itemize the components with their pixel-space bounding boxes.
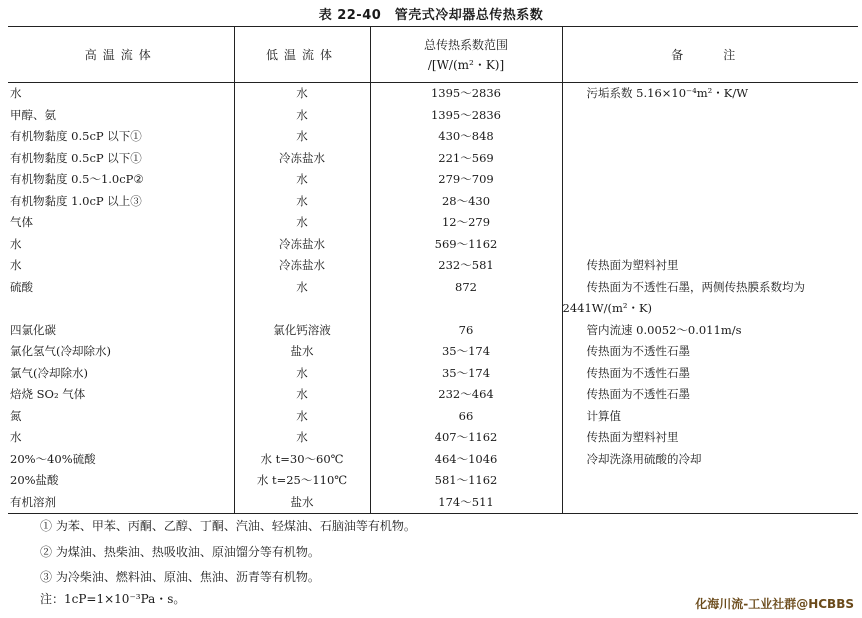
cell-hot-fluid: 有机物黏度 0.5cP 以下①	[10, 129, 142, 143]
cell-range: 279～709	[370, 169, 562, 191]
cell-cold-fluid: 水	[234, 277, 370, 320]
table-row	[8, 320, 858, 342]
cell-hot-fluid: 四氯化碳	[10, 322, 56, 337]
table-row	[8, 255, 858, 277]
cell-hot-fluid: 氮	[10, 408, 22, 423]
cell-hot-fluid: 20%～40%硫酸	[10, 451, 96, 466]
heat-transfer-table	[8, 26, 858, 514]
cell-range: 464～1046	[370, 449, 562, 471]
watermark: 化海川流-工业社群@HCBBS	[695, 597, 854, 611]
cell-range: 76	[370, 320, 562, 342]
cell-range: 174～511	[370, 492, 562, 514]
table-row	[8, 492, 858, 514]
cell-cold-fluid: 冷冻盐水	[234, 255, 370, 277]
cell-range: 581～1162	[370, 470, 562, 492]
header-hot-fluid: 高温流体	[8, 27, 234, 83]
cell-cold-fluid: 水	[234, 83, 370, 105]
table-row	[8, 341, 858, 363]
footnote-2: ② 为煤油、热柴油、热吸收油、原油馏分等有机物。	[40, 544, 320, 559]
cell-remark: 传热面为不透性石墨	[562, 363, 858, 385]
cell-remark: 冷却洗涤用硫酸的冷却	[562, 449, 858, 471]
cell-remark: 传热面为不透性石墨	[562, 384, 858, 406]
cell-cold-fluid: 氯化钙溶液	[234, 320, 370, 342]
cell-cold-fluid: 水	[234, 105, 370, 127]
cell-remark	[562, 212, 858, 234]
cell-hot-fluid: 水	[10, 236, 22, 251]
cell-hot-fluid: 有机物黏度 1.0cP 以上③	[10, 193, 142, 208]
cell-hot-fluid: 硫酸	[10, 279, 33, 294]
cell-cold-fluid: 冷冻盐水	[234, 148, 370, 170]
table-header-row	[8, 27, 858, 83]
header-range-line1: 总传热系数范围	[423, 37, 508, 52]
header-range-line2: /[W/(m²・K)]	[427, 57, 505, 72]
table-row	[8, 384, 858, 406]
cell-remark	[562, 470, 858, 492]
cell-remark: 计算值	[562, 406, 858, 428]
cell-hot-fluid: 有机溶剂	[8, 492, 234, 514]
cell-cold-fluid: 水	[234, 384, 370, 406]
table-row	[8, 148, 858, 170]
cell-cold-fluid: 水 t=30～60℃	[234, 449, 370, 471]
cell-range: 221～569	[370, 148, 562, 170]
cell-hot-fluid: 水	[10, 258, 22, 272]
cell-cold-fluid: 水	[234, 363, 370, 385]
header-remark: 备 注	[562, 27, 858, 83]
cell-range: 35～174	[370, 341, 562, 363]
cell-remark	[562, 191, 858, 213]
header-range	[370, 27, 562, 83]
table-row	[8, 83, 858, 105]
table-row	[8, 212, 858, 234]
cell-remark	[562, 234, 858, 256]
cell-cold-fluid: 冷冻盐水	[234, 234, 370, 256]
cell-hot-fluid: 氯气(冷却除水)	[10, 365, 88, 380]
cell-cold-fluid: 水 t=25～110℃	[234, 470, 370, 492]
table-row	[8, 234, 858, 256]
footnote-1: ① 为苯、甲苯、丙酮、乙醇、丁酮、汽油、轻煤油、石脑油等有机物。	[40, 519, 416, 533]
cell-range: 569～1162	[370, 234, 562, 256]
table-row	[8, 191, 858, 213]
table-row	[8, 105, 858, 127]
cell-remark	[562, 105, 858, 127]
cell-hot-fluid: 甲醇、氨	[10, 107, 56, 122]
cell-hot-fluid: 水	[10, 430, 22, 444]
table-row	[8, 126, 858, 148]
cell-hot-fluid: 20%盐酸	[10, 473, 59, 487]
header-cold-fluid: 低温流体	[234, 27, 370, 83]
cell-remark: 污垢系数 5.16×10⁻⁴m²・K/W	[562, 83, 858, 105]
footnote-3: ③ 为冷柴油、燃料油、原油、焦油、沥青等有机物。	[40, 570, 320, 584]
cell-hot-fluid: 氯化氢气(冷却除水)	[10, 344, 111, 358]
cell-hot-fluid: 有机物黏度 0.5～1.0cP②	[10, 172, 144, 186]
cell-cold-fluid: 水	[234, 212, 370, 234]
table-row	[8, 169, 858, 191]
cell-range: 66	[370, 406, 562, 428]
cell-cold-fluid: 水	[234, 406, 370, 428]
cell-cold-fluid: 盐水	[234, 341, 370, 363]
table-row	[8, 406, 858, 428]
table-title: 表 22-40 管壳式冷却器总传热系数	[318, 8, 544, 23]
cell-cold-fluid: 水	[234, 191, 370, 213]
cell-remark: 传热面为不透性石墨，两侧传热膜系数均为 2441W/(m²・K)	[562, 277, 858, 320]
cell-remark: 传热面为塑料衬里	[562, 255, 858, 277]
cell-range: 407～1162	[370, 427, 562, 449]
cell-range: 232～581	[370, 255, 562, 277]
cell-range: 232～464	[370, 384, 562, 406]
cell-remark	[562, 169, 858, 191]
cell-range: 1395～2836	[370, 83, 562, 105]
cell-range: 1395～2836	[370, 105, 562, 127]
cell-cold-fluid: 水	[234, 169, 370, 191]
cell-range: 28～430	[370, 191, 562, 213]
cell-cold-fluid: 盐水	[234, 492, 370, 514]
cell-range: 430～848	[370, 126, 562, 148]
footnotes	[40, 514, 416, 591]
cell-hot-fluid: 焙烧 SO₂ 气体	[10, 387, 86, 401]
cell-range: 872	[370, 277, 562, 320]
cell-remark	[562, 126, 858, 148]
cell-remark	[562, 492, 858, 514]
cell-hot-fluid: 有机物黏度 0.5cP 以下①	[10, 150, 142, 165]
cell-remark	[562, 148, 858, 170]
unit-note: 注：1cP=1×10⁻³Pa・s。	[40, 592, 186, 606]
cell-range: 12～279	[370, 212, 562, 234]
table-row	[8, 277, 858, 320]
cell-cold-fluid: 水	[234, 427, 370, 449]
cell-hot-fluid: 水	[10, 86, 22, 100]
cell-remark: 传热面为不透性石墨	[562, 341, 858, 363]
table-row	[8, 427, 858, 449]
cell-remark: 传热面为塑料衬里	[562, 427, 858, 449]
cell-remark: 管内流速 0.0052～0.011m/s	[562, 320, 858, 342]
cell-range: 35～174	[370, 363, 562, 385]
table-row	[8, 449, 858, 471]
table-row	[8, 363, 858, 385]
cell-cold-fluid: 水	[234, 126, 370, 148]
table-row	[8, 470, 858, 492]
cell-hot-fluid: 气体	[10, 215, 33, 229]
